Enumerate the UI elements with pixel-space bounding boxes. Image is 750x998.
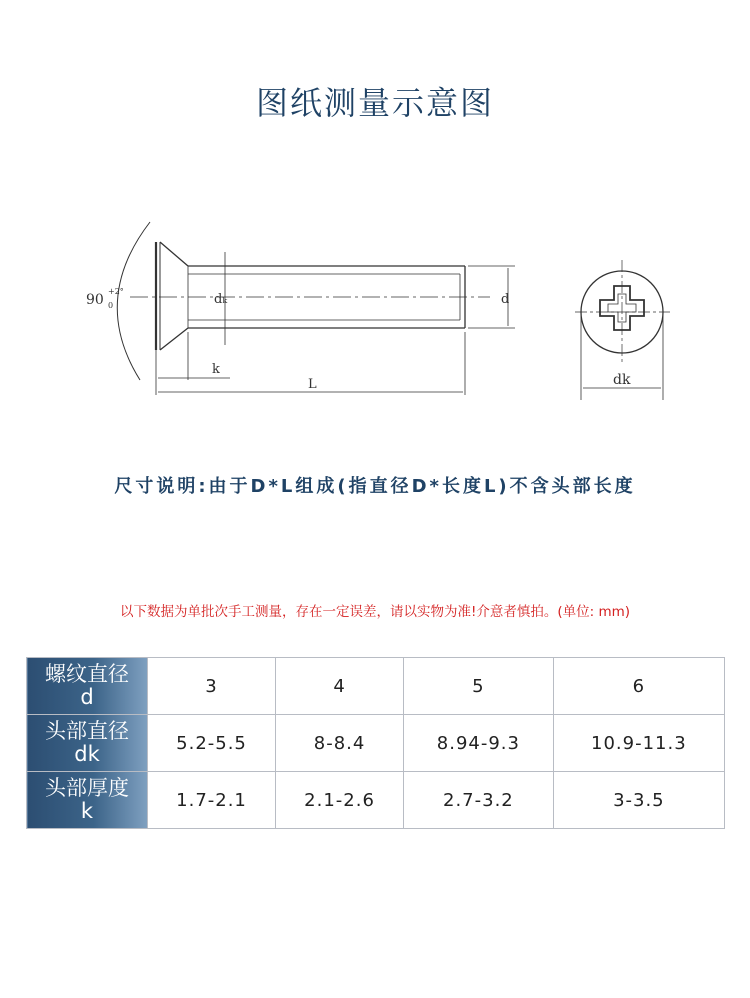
screw-drawing <box>70 190 710 430</box>
row-header: 头部厚度 k <box>27 772 148 829</box>
table-cell: 1.7-2.1 <box>148 772 276 829</box>
measurement-warning: 以下数据为单批次手工测量，存在一定误差，请以实物为准!介意者慎拍。(单位: mm) <box>119 604 631 620</box>
angle-tol-upper: +2° <box>108 287 124 296</box>
label-dk: dₖ <box>214 292 228 307</box>
table-cell: 3-3.5 <box>553 772 724 829</box>
table-cell: 6 <box>553 658 724 715</box>
table-cell: 8.94-9.3 <box>404 715 554 772</box>
table-cell: 4 <box>276 658 404 715</box>
row-header: 头部直径 dk <box>27 715 148 772</box>
row-header: 螺纹直径 d <box>27 658 148 715</box>
table-cell: 2.7-3.2 <box>404 772 554 829</box>
spec-table <box>26 657 725 829</box>
table-cell: 5 <box>404 658 554 715</box>
table-row <box>27 715 725 772</box>
table-cell: 8-8.4 <box>276 715 404 772</box>
label-d: d <box>501 292 510 307</box>
table-cell: 2.1-2.6 <box>276 772 404 829</box>
table-cell: 5.2-5.5 <box>148 715 276 772</box>
table-row <box>27 658 725 715</box>
table-row <box>27 772 725 829</box>
label-dk-end: dk <box>613 372 631 388</box>
table-cell: 3 <box>148 658 276 715</box>
table-cell: 10.9-11.3 <box>553 715 724 772</box>
angle-label: 90 <box>86 292 104 308</box>
page-title: 图纸测量示意图 <box>255 84 494 122</box>
angle-arc <box>117 222 150 380</box>
size-note: 尺寸说明:由于D*L组成(指直径D*长度L)不含头部长度 <box>114 476 636 497</box>
label-k: k <box>212 362 220 377</box>
label-L: L <box>308 377 317 392</box>
angle-tol-lower: 0 <box>108 301 114 310</box>
